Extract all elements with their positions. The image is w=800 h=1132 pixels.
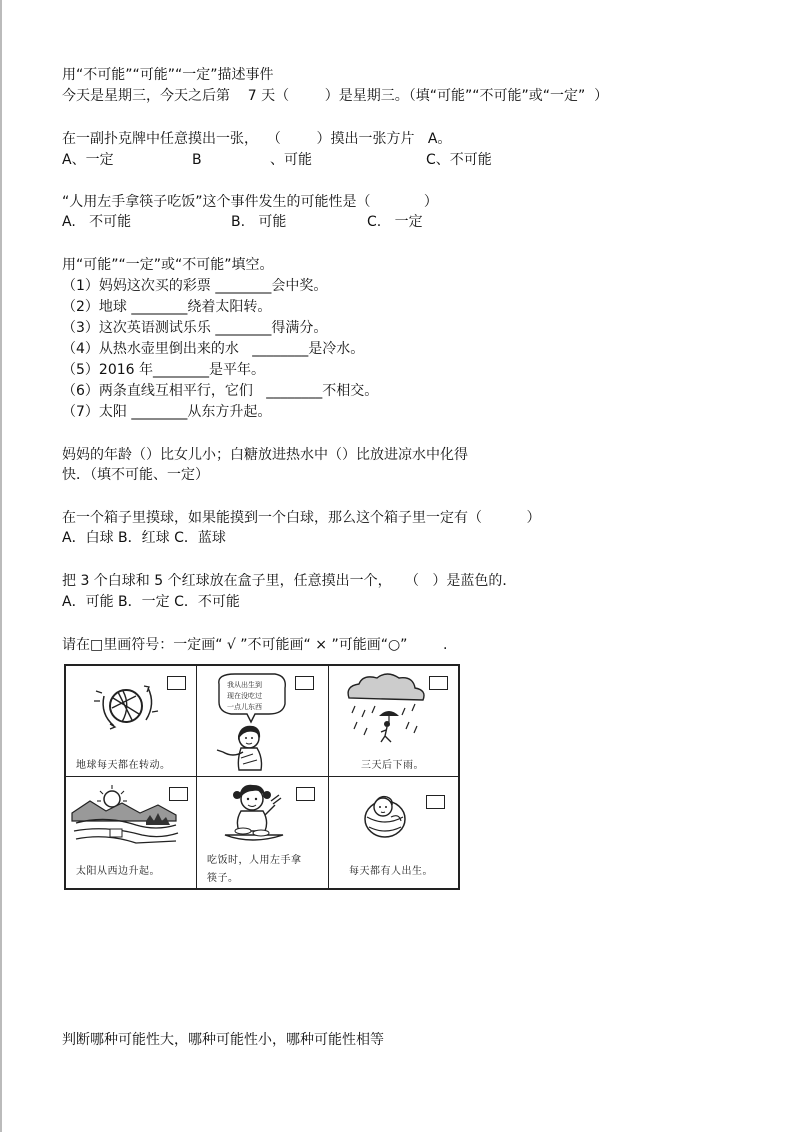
question-cards: 在一副扑克牌中任意摸出一张， （ ）摸出一张方片 A。	[62, 131, 452, 147]
grid-cell-baby	[329, 777, 461, 889]
fill-item: （6）两条直线互相平行，它们 ________不相交。	[62, 383, 379, 399]
options-balls: A．可能 B．一定 C．不可能	[62, 594, 240, 610]
grid-cell-eating	[197, 777, 329, 889]
symbols-instruction: 请在□里画符号：一定画“ √ ”不可能画“ × ”可能画“○” .	[62, 637, 448, 653]
rain-cloud-icon	[329, 666, 459, 751]
question-mom-line1: 妈妈的年龄（）比女儿小；白糖放进热水中（）比放进凉水中化得	[62, 447, 468, 463]
question-box: 在一个箱子里摸球，如果能摸到一个白球，那么这个箱子里一定有（ ）	[62, 510, 541, 526]
grid-cell-girl	[197, 666, 329, 778]
grid-cell-sunrise	[66, 777, 198, 889]
grid-cell-rain	[329, 666, 461, 778]
cell-caption: 太阳从西边升起。	[76, 866, 160, 877]
option-b-text: 、可能	[270, 152, 312, 168]
option-c: C. 一定	[367, 214, 423, 230]
fill-item: （3）这次英语测试乐乐 ________得满分。	[62, 320, 328, 336]
question-chopsticks: “人用左手拿筷子吃饭”这个事件发生的可能性是（ ）	[62, 194, 438, 210]
baby-icon	[329, 777, 459, 849]
svg-text:我从出生到: 我从出生到	[227, 681, 262, 689]
picture-grid	[64, 664, 460, 890]
cell-caption-line1: 吃饭时，人用左手拿	[207, 855, 302, 866]
grid-cell-earth	[66, 666, 198, 778]
question-balls: 把 3 个白球和 5 个红球放在盒子里，任意摸出一个， （ ）是蓝色的．	[62, 573, 517, 589]
footer-text: 判断哪种可能性大，哪种可能性小，哪种可能性相等	[62, 1032, 384, 1048]
fill-title: 用“可能”“一定”或“不可能”填空。	[62, 257, 274, 273]
option-c: C、不可能	[426, 152, 492, 168]
option-b: B	[192, 152, 202, 168]
page-edge	[0, 0, 2, 1132]
fill-item: （4）从热水壶里倒出来的水 ________是冷水。	[62, 341, 365, 357]
options-chopsticks	[0, 213, 800, 231]
option-b: B. 可能	[231, 214, 287, 230]
cell-caption-line2: 筷子。	[207, 873, 239, 884]
options-cards	[0, 151, 800, 169]
question-mom-line2: 快．（填不可能、一定）	[62, 467, 209, 483]
question-weekday: 今天是星期三，今天之后第 7 天（ ）是星期三。（填“可能”“不可能”或“一定” ）	[62, 88, 609, 104]
option-a: A. 不可能	[62, 214, 132, 230]
girl-thinking-icon	[197, 666, 327, 776]
svg-text:一点儿东西: 一点儿东西	[227, 703, 262, 711]
fill-item: （2）地球 ________绕着太阳转。	[62, 299, 272, 315]
section-title: 用“不可能”“可能”“一定”描述事件	[62, 67, 274, 83]
cell-caption: 三天后下雨。	[361, 760, 424, 771]
fill-item: （7）太阳 ________从东方升起。	[62, 404, 272, 420]
sunrise-landscape-icon	[66, 777, 196, 857]
cell-caption: 地球每天都在转动。	[76, 760, 171, 771]
svg-text:现在没吃过: 现在没吃过	[227, 692, 262, 700]
cell-caption: 每天都有人出生。	[349, 866, 433, 877]
earth-rotating-icon	[66, 666, 196, 746]
fill-item: （1）妈妈这次买的彩票 ________会中奖。	[62, 278, 328, 294]
option-a: A、一定	[62, 152, 114, 168]
options-box: A．白球 B．红球 C．蓝球	[62, 530, 226, 546]
child-eating-icon	[197, 777, 327, 849]
fill-item: （5）2016 年________是平年。	[62, 362, 265, 378]
